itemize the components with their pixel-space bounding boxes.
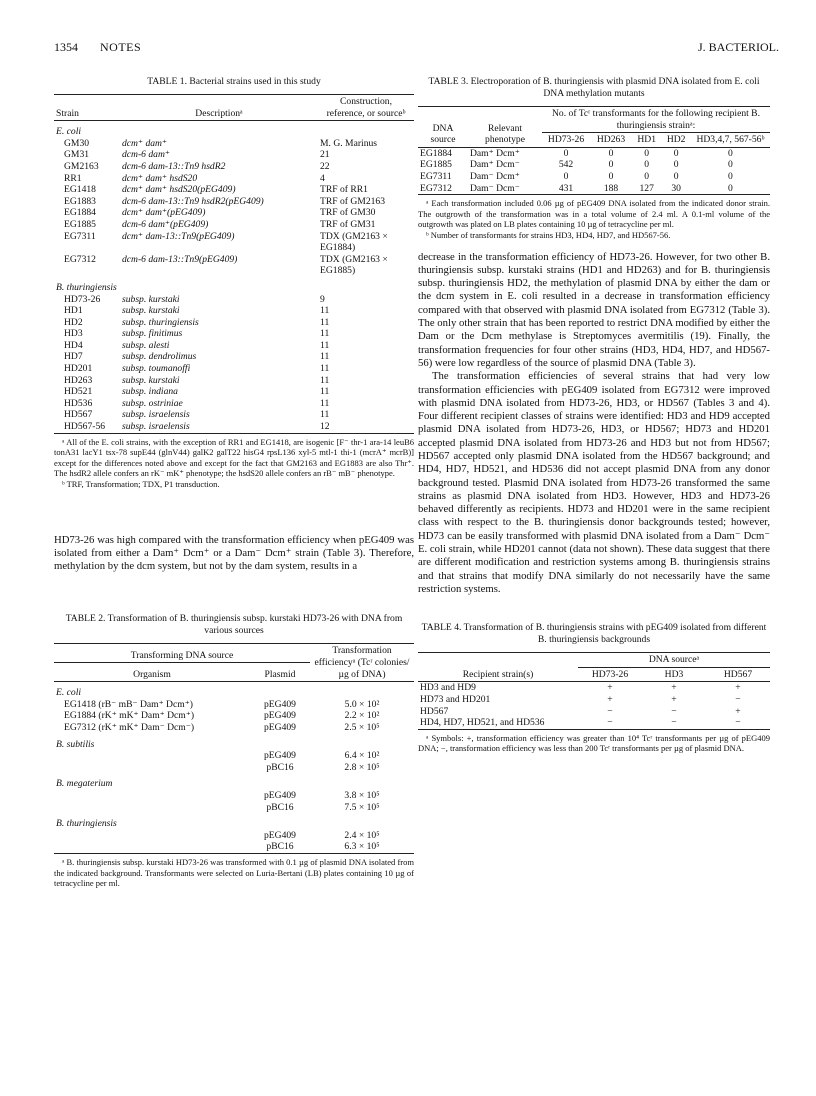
table1-cell-source: TRF of GM2163 [320, 195, 386, 207]
table3-cell-value: 0 [608, 159, 614, 171]
table3-cell-value: 0 [644, 170, 650, 182]
table2-cell-efficiency: 2.5 × 10⁵ [344, 722, 380, 734]
table1-row [54, 340, 414, 352]
table1-row [54, 317, 414, 329]
table2-row [54, 750, 414, 762]
table1-cell-description: subsp. indiana [122, 386, 178, 398]
table3-cell-value: 0 [728, 147, 733, 159]
journal-name: J. BACTERIOL. [698, 40, 779, 54]
table1-cell-description: dcm⁺ dam⁺ hsdS20(pEG409) [122, 184, 236, 196]
table1-row [54, 409, 414, 421]
table3-cell-value: 0 [728, 182, 733, 194]
table1-cell-strain: HD3 [64, 328, 83, 340]
table1-footnote-a: ᵃ All of the E. coli strains, with the exception of RR1 and EG1418, are isogenic [F⁻ thr-1 ara-14 leuB6 tonA31 lacY1 tsx-78 supE44 (glnV44) galK2 galT22 hisG4 rpsL136 xyl-5 mtl-1 thi-1 (mcrA⁺ mcrB)] except for the differences noted above and except for the fact that GM2163 and EG1883 are also Thr⁺. The hsdR2 allele confers an rK⁻ mK⁺ phenotype; the hsdS20 allele confers an rB⁻ mB⁻ phenotype. [54, 436, 414, 479]
table1-group-row [54, 277, 414, 294]
table4-cell-recipient: HD3 and HD9 [420, 682, 476, 694]
table1-cell-source: TRF of GM31 [320, 218, 376, 230]
table2-cell-efficiency: 7.5 × 10⁵ [344, 801, 380, 813]
right-column [418, 60, 770, 754]
table3-header-span: No. of Tcʳ transformants for the following recipient B. thuringiensis strainᵃ: [542, 107, 770, 133]
table1-cell-description: subsp. toumanoffi [122, 363, 191, 375]
table2-cell-plasmid: pBC16 [266, 761, 294, 773]
table2-cell-efficiency: 3.8 × 10⁵ [344, 790, 380, 802]
table1-cell-source: 11 [320, 397, 330, 409]
table4-column-header: HD3 [664, 668, 684, 680]
table2-cell-plasmid: pBC16 [266, 801, 294, 813]
table1-cell-source: 11 [320, 328, 330, 340]
table2-row [54, 830, 414, 842]
table4-cell-value: − [671, 705, 677, 717]
table4-cell-value: + [671, 694, 677, 706]
table2-cell-efficiency: 5.0 × 10² [344, 698, 380, 710]
table1-cell-description: dcm⁺ dam⁺ hsdS20 [122, 172, 198, 184]
table2-cell-organism: EG7312 (rK⁺ mK⁺ Dam⁻ Dcm⁻) [64, 722, 195, 734]
table4-row [418, 706, 770, 718]
table1-cell-source: 11 [320, 305, 330, 317]
table1-cell-strain: EG7312 [64, 253, 96, 265]
table3-column-header: HD3,4,7, 567-56ᵇ [696, 134, 765, 146]
table1-cell-description: dcm-6 dam-13::Tn9(pEG409) [122, 253, 238, 265]
table4-column-header: HD567 [723, 668, 753, 680]
table3-cell-source: EG1884 [420, 147, 452, 159]
page-number: 1354 [54, 40, 78, 54]
table4-cell-value: + [607, 682, 613, 694]
table3-cell-value: 0 [563, 170, 569, 182]
table3-cell-source: EG7311 [420, 170, 452, 182]
table2-cell-efficiency: 2.4 × 10⁵ [344, 829, 380, 841]
table1-cell-strain: HD4 [64, 339, 83, 351]
table3-cell-phenotype: Dam⁻ Dcm⁺ [470, 170, 520, 182]
table2-cell-plasmid: pEG409 [264, 710, 296, 722]
table4-caption: TABLE 4. Transformation of B. thuringiensis strains with pEG409 isolated from different B. thuringiensis backgrounds [421, 622, 767, 646]
table4-body [418, 682, 770, 729]
table3-column-header: HD263 [596, 134, 626, 146]
table4-cell-recipient: HD567 [420, 705, 449, 717]
table1-row [54, 219, 414, 231]
table3-footnote-b: ᵇ Number of transformants for strains HD3, HD4, HD7, and HD567-56. [426, 229, 671, 240]
table1-row [54, 173, 414, 185]
table1-cell-description: subsp. finitimus [122, 328, 183, 340]
table1-cell-source: 21 [320, 149, 330, 161]
table3 [418, 106, 770, 195]
table1-footnotes [54, 437, 414, 490]
table1-row [54, 328, 414, 340]
table3-column-header: HD2 [666, 134, 686, 146]
table1-cell-source: 22 [320, 160, 330, 172]
table1-row [54, 149, 414, 161]
table2-group-label: B. megaterium [56, 778, 113, 790]
table4-footnote-a: ᵃ Symbols: +, transformation efficiency was greater than 10⁴ Tcʳ transformants per µg of pEG409 DNA; −, transformation efficiency was less than 200 Tcʳ transformants per µg of plasmid DNA. [418, 732, 770, 754]
table2-cell-organism [54, 750, 250, 762]
table1-cell-strain: HD567-56 [64, 421, 106, 433]
table1-cell-source: 11 [320, 316, 330, 328]
table1-cell-source: 11 [320, 351, 330, 363]
table3-cell-value: 30 [671, 182, 681, 194]
table1-cell-strain: HD73-26 [64, 293, 101, 305]
table2-cell-organism: EG1418 (rB⁻ mB⁻ Dam⁺ Dcm⁺) [64, 698, 193, 710]
table1-cell-description: dcm-6 dam-13::Tn9 hsdR2 [122, 160, 226, 172]
table2-row [54, 790, 414, 802]
table2-cell-efficiency: 2.8 × 10⁵ [344, 761, 380, 773]
table3-cell-phenotype: Dam⁻ Dcm⁻ [470, 182, 520, 194]
table1-cell-source: TRF of RR1 [320, 184, 368, 196]
table2-row [54, 710, 414, 722]
table1-cell-strain: HD567 [64, 409, 93, 421]
table4-header-recipient: Recipient strain(s) [462, 668, 534, 680]
table4-row [418, 717, 770, 729]
table1-row [54, 231, 414, 254]
table1-cell-source: M. G. Marinus [320, 137, 378, 149]
table3-cell-value: 0 [673, 170, 679, 182]
table1-cell-strain: HD7 [64, 351, 83, 363]
table2-row [54, 722, 414, 734]
table1-cell-source: 11 [320, 386, 330, 398]
table1-cell-strain: GM30 [64, 137, 90, 149]
table1-cell-description: dcm⁺ dam⁺(pEG409) [122, 207, 206, 219]
table3-cell-value: 0 [644, 159, 650, 171]
table2-group-row [54, 773, 414, 790]
table3-caption: TABLE 3. Electroporation of B. thuringiensis with plasmid DNA isolated from E. coli DNA methylation mutants [428, 76, 760, 99]
table2-cell-organism [54, 841, 250, 853]
left-column [54, 60, 414, 889]
table4-row [418, 682, 770, 694]
table4-cell-recipient: HD73 and HD201 [420, 694, 491, 706]
table4-cell-value: − [735, 694, 741, 706]
table1-cell-strain: HD2 [64, 316, 83, 328]
table1-cell-strain: HD536 [64, 397, 93, 409]
table3-cell-value: 0 [563, 147, 569, 159]
table1-cell-strain: EG7311 [64, 230, 96, 242]
table3-cell-source: EG1885 [420, 159, 452, 171]
table2 [54, 643, 414, 854]
table4-cell-value: + [735, 682, 741, 694]
table3-cell-phenotype: Dam⁺ Dcm⁺ [470, 147, 520, 159]
table1-group-label: E. coli [56, 126, 82, 138]
table1-row [54, 254, 414, 277]
table2-group-label: B. subtilis [56, 738, 95, 750]
table2-group-label: E. coli [56, 687, 82, 699]
table1-cell-description: subsp. israelensis [122, 421, 190, 433]
table1-row [54, 305, 414, 317]
table1-row [54, 207, 414, 219]
table2-group-row [54, 682, 414, 699]
table1-row [54, 161, 414, 173]
table1-header-source: Construction, reference, or sourceᵇ [326, 96, 406, 119]
table1-body [54, 121, 414, 433]
table4-header-span: DNA sourceᵃ [578, 653, 770, 668]
table2-group-label: B. thuringiensis [56, 818, 117, 830]
table1-cell-description: subsp. kurstaki [122, 374, 180, 386]
table4-row [418, 694, 770, 706]
table3-column-header: HD73-26 [547, 134, 585, 146]
table2-cell-plasmid: pEG409 [264, 750, 296, 762]
table2-cell-plasmid: pEG409 [264, 698, 296, 710]
table4-cell-value: + [735, 705, 741, 717]
table3-cell-value: 127 [639, 182, 654, 194]
table2-cell-plasmid: pBC16 [266, 841, 294, 853]
table3-header-phenotype: Relevant phenotype [485, 122, 525, 146]
table1-cell-strain: EG1883 [64, 195, 96, 207]
table1-row [54, 421, 414, 433]
section-title: NOTES [100, 40, 142, 54]
table2-group-row [54, 813, 414, 830]
table2-header-group: Transforming DNA source [54, 644, 310, 663]
table1-cell-source: TDX (GM2163 × EG1884) [320, 230, 388, 254]
right-body-text [418, 251, 770, 597]
table4-cell-recipient: HD4, HD7, HD521, and HD536 [420, 717, 545, 729]
table1-cell-description: subsp. alesti [122, 339, 170, 351]
table1-cell-description: dcm-6 dam⁺ [122, 149, 170, 161]
table1-group-label: B. thuringiensis [56, 281, 117, 293]
table1-cell-source: 11 [320, 339, 330, 351]
table1-row [54, 375, 414, 387]
table2-cell-organism [54, 762, 250, 774]
table1-cell-source: TDX (GM2163 × EG1885) [320, 253, 388, 277]
table1-header-strain: Strain [56, 107, 79, 119]
table1-cell-strain: HD521 [64, 386, 93, 398]
table1-cell-strain: HD201 [64, 363, 93, 375]
table2-cell-organism: EG1884 (rK⁺ mK⁺ Dam⁺ Dcm⁺) [64, 710, 195, 722]
table3-cell-phenotype: Dam⁺ Dcm⁻ [470, 159, 520, 171]
table1-header-description: Descriptionᵃ [195, 107, 243, 119]
table3-cell-value: 0 [608, 170, 614, 182]
table1-cell-strain: HD1 [64, 305, 83, 317]
table1-footnote-b: ᵇ TRF, Transformation; TDX, P1 transduction. [62, 479, 220, 489]
table4-column-header: HD73-26 [591, 668, 629, 680]
table4 [418, 652, 770, 730]
table1-row [54, 196, 414, 208]
table3-row [418, 183, 770, 195]
table1-row [54, 138, 414, 150]
table2-cell-plasmid: pEG409 [264, 722, 296, 734]
table4-footnotes [418, 733, 770, 754]
table1-cell-description: subsp. thuringiensis [122, 316, 199, 328]
table1-row [54, 184, 414, 196]
table4-cell-value: + [671, 682, 677, 694]
table3-cell-value: 431 [558, 182, 574, 194]
table1-cell-source: 11 [320, 374, 330, 386]
table3-cell-value: 188 [603, 182, 619, 194]
table3-column-header: HD1 [637, 134, 657, 146]
table3-cell-source: EG7312 [420, 182, 452, 194]
table1-cell-description: subsp. kurstaki [122, 305, 180, 317]
table3-cell-value: 0 [728, 159, 733, 171]
table2-footnotes [54, 857, 414, 889]
table2-header-organism: Organism [133, 668, 171, 680]
table2-row [54, 699, 414, 711]
table1-cell-strain: EG1885 [64, 218, 96, 230]
table2-cell-efficiency: 6.4 × 10² [344, 750, 380, 762]
table1-cell-description: dcm⁺ dam⁺ [122, 137, 168, 149]
table3-cell-value: 0 [608, 147, 614, 159]
table4-cell-value: − [671, 717, 677, 729]
table1-cell-source: 11 [320, 409, 330, 421]
table4-cell-value: + [607, 694, 613, 706]
table4-cell-value: − [607, 717, 613, 729]
table1-cell-description: dcm-6 dam-13::Tn9 hsdR2(pEG409) [122, 195, 264, 207]
table1-cell-source: TRF of GM30 [320, 207, 376, 219]
table4-cell-value: − [607, 705, 613, 717]
left-body-text [54, 534, 414, 574]
table3-cell-value: 542 [558, 159, 574, 171]
table1-cell-strain: EG1418 [64, 184, 96, 196]
table1-caption: TABLE 1. Bacterial strains used in this study [147, 76, 321, 87]
table3-header-source: DNA source [430, 122, 456, 146]
table3-row [418, 147, 770, 159]
table2-caption: TABLE 2. Transformation of B. thuringiensis subsp. kurstaki HD73-26 with DNA from various sources [65, 613, 403, 637]
table3-cell-value: 0 [644, 147, 650, 159]
table3-footnotes [418, 198, 770, 240]
table2-footnote-a: ᵃ B. thuringiensis subsp. kurstaki HD73-26 was transformed with 0.1 µg of plasmid DNA isolated from the indicated background. Transformants were selected on Luria-Bertani (LB) plates containing 10 µg of tetracycline per ml. [54, 856, 414, 889]
table1-row [54, 398, 414, 410]
table1-group-row [54, 121, 414, 138]
table1-cell-strain: HD263 [64, 374, 93, 386]
table2-cell-plasmid: pEG409 [264, 790, 296, 802]
table1-cell-description: dcm⁺ dam-13::Tn9(pEG409) [122, 230, 235, 242]
table1-cell-description: subsp. dendrolimus [122, 351, 197, 363]
table2-group-row [54, 734, 414, 751]
table2-row [54, 802, 414, 814]
table3-cell-value: 0 [673, 147, 679, 159]
table2-cell-efficiency: 2.2 × 10² [344, 710, 380, 722]
table2-row [54, 762, 414, 774]
table1-cell-description: subsp. kurstaki [122, 293, 180, 305]
table1-row [54, 351, 414, 363]
table2-row [54, 841, 414, 853]
table2-cell-efficiency: 6.3 × 10⁵ [344, 841, 380, 853]
table1-cell-description: subsp. israelensis [122, 409, 190, 421]
table3-row [418, 171, 770, 183]
table3-cell-value: 0 [728, 170, 733, 182]
table1-cell-strain: RR1 [64, 172, 82, 184]
table2-cell-plasmid: pEG409 [264, 829, 296, 841]
table2-body [54, 682, 414, 854]
left-paragraph: HD73-26 was high compared with the transformation efficiency when pEG409 was isolated from either a Dam⁺ Dcm⁺ or a Dam⁻ Dcm⁺ strain (Table 3). Therefore, methylation by the dcm system, but not by the dam system, results in a [54, 533, 414, 573]
right-paragraph-1: decrease in the transformation efficiency of HD73-26. However, for two other B. thuringiensis subsp. kurstaki strains (HD1 and HD263) and for B. thuringiensis subsp. thuringiensis HD2, the methylation of plasmid DNA by either the dam or the dcm system in E. coli resulted in a decrease in transformation efficiency compared with that observed with plasmid DNA isolated from EG7312 (Table 3). The only other strain that has been reported to restrict DNA modified by either the Dam or the Dcm methylase is Streptomyces avermitilis (19). Finally, the transformation frequencies for four other strains (HD3, HD4, HD7, and HD567-56) were low regardless of the source of plasmid DNA (Table 3). [418, 250, 770, 369]
table1-cell-description: subsp. ostriniae [122, 397, 183, 409]
table2-cell-organism [54, 802, 250, 814]
table2-cell-organism [54, 790, 250, 802]
table1-cell-source: 12 [320, 421, 330, 433]
table4-cell-value: − [735, 717, 741, 729]
table1-cell-strain: GM2163 [64, 160, 99, 172]
table3-footnote-a: ᵃ Each transformation included 0.06 µg of pEG409 DNA isolated from the indicated donor strain. The outgrowth of the transformation was in a total volume of 2.4 ml. A 0.1-ml volume of the outgrowth was plated on LB plates containing 10 µg of tetracycline per ml. [418, 198, 770, 230]
table1-cell-description: dcm-6 dam⁺(pEG409) [122, 218, 209, 230]
table1 [54, 94, 414, 434]
table2-header-efficiency: Transformation efficiencyᵃ (Tcʳ colonies/µg of DNA) [314, 645, 410, 680]
table2-cell-organism [54, 830, 250, 842]
table1-cell-source: 4 [320, 172, 325, 184]
table1-row [54, 386, 414, 398]
table2-header-plasmid: Plasmid [264, 668, 296, 680]
table3-body [418, 147, 770, 194]
right-paragraph-2: The transformation efficiencies of several strains that had very low transformation efficiencies with pEG409 isolated from EG7312 were improved with plasmid DNA isolated from HD73-26, HD3, or HD567 (Tables 3 and 4). Four different recipient classes of strains were identified: HD3 and HD9 accepted plasmid DNA isolated from HD73-26, HD3, or HD567; HD73 and HD201 accepted plasmid DNA isolated from HD73-26 and HD3 but not from HD567; HD567 accepted only plasmid DNA isolated from the HD567 background; and HD4, HD7, HD521, and HD536 did not accept plasmid DNA from any donor background tested. Plasmid DNA isolated from HD73-26 transformed the same strains as plasmid DNA isolated from HD3. However, HD3 and HD73-26 behaved differently as recipients. HD73 and HD201 were in the same recipient class with respect to the B. thuringiensis donor backgrounds tested; however, HD73 can be easily transformed with plasmid DNA isolated from a Dam⁻ Dcm⁻ E. coli strain, while HD201 cannot (data not shown). These data suggest that there are different modification and restriction systems among B. thuringiensis strains and that strains that modify DNA similarly do not necessarily have the same restriction systems. [418, 370, 770, 595]
table1-row [54, 294, 414, 306]
table3-row [418, 159, 770, 171]
table1-cell-source: 9 [320, 293, 325, 305]
table1-cell-source: 11 [320, 363, 330, 375]
table1-cell-strain: GM31 [64, 149, 90, 161]
table3-cell-value: 0 [673, 159, 679, 171]
table1-cell-strain: EG1884 [64, 207, 96, 219]
table1-row [54, 363, 414, 375]
